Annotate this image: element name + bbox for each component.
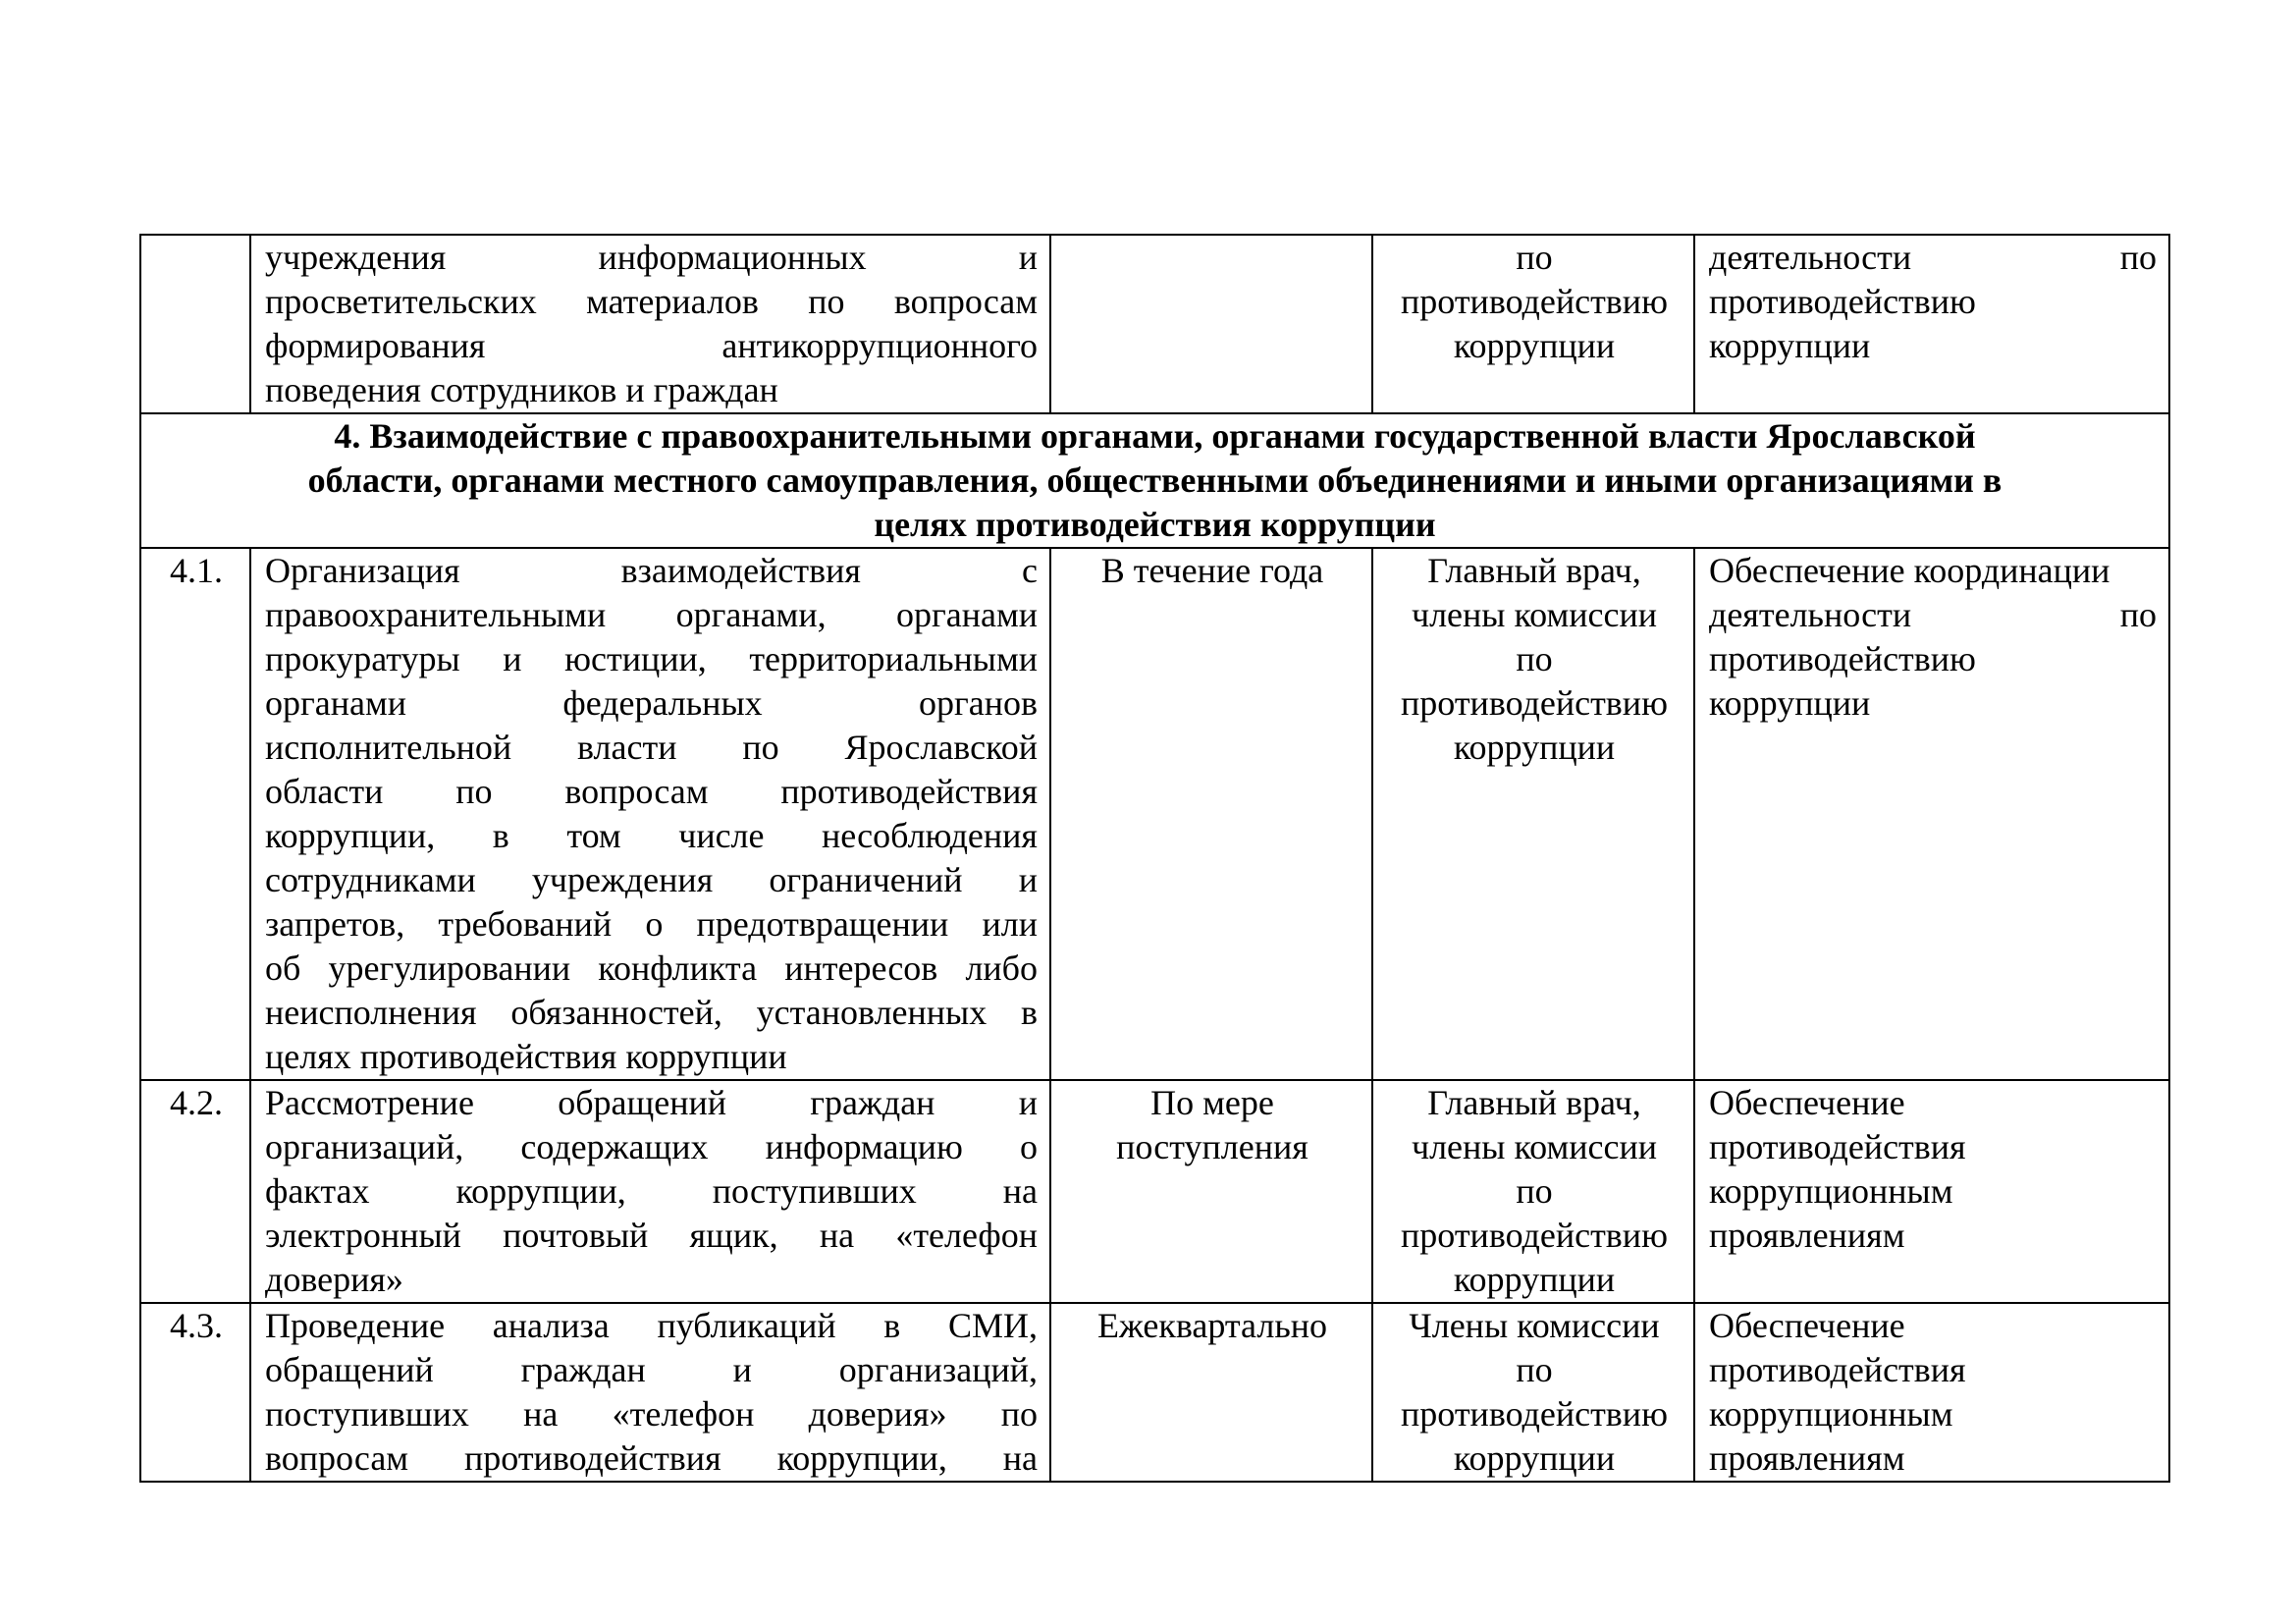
term-cell: В течение года — [1050, 548, 1372, 1080]
responsible-line: Главный врач, — [1427, 1083, 1641, 1122]
result-line: коррупции — [1709, 326, 1871, 365]
action-line: обращений граждан и организаций, — [265, 1350, 1038, 1389]
responsible-line: Члены комиссии — [1409, 1306, 1660, 1345]
responsible-line: по — [1516, 639, 1553, 678]
result-line: коррупционным — [1709, 1171, 1953, 1211]
action-line: формирования антикоррупционного — [265, 326, 1038, 365]
result-line: коррупции — [1709, 683, 1871, 723]
responsible-line: по — [1516, 1350, 1553, 1389]
result-line: противодействию — [1709, 282, 1976, 321]
action-line: сотрудниками учреждения ограничений и — [265, 860, 1038, 899]
responsible-line: противодействию — [1401, 1216, 1668, 1255]
result-line: противодействия — [1709, 1127, 1966, 1166]
action-line: запретов, требований о предотвращении или — [265, 904, 1038, 944]
section-heading-line: целях противодействия коррупции — [874, 505, 1436, 544]
responsible-line: Главный врач, — [1427, 551, 1641, 590]
action-line: коррупции, в том числе несоблюдения — [265, 816, 1038, 855]
result-line: деятельности по — [1709, 238, 2157, 277]
result-cell — [1694, 235, 2169, 413]
action-line: организаций, содержащих информацию о — [265, 1127, 1038, 1166]
responsible-line: коррупции — [1453, 1438, 1616, 1478]
term-cell — [1050, 235, 1372, 413]
row-number-cell: 4.3. — [140, 1303, 250, 1482]
action-line: неисполнения обязанностей, установленных в — [265, 993, 1038, 1032]
action-cell — [250, 235, 1050, 413]
result-line: Обеспечение — [1709, 1083, 1905, 1122]
action-line: прокуратуры и юстиции, территориальными — [265, 639, 1038, 678]
action-line: области по вопросам противодействия — [265, 772, 1038, 811]
row-number-cell — [140, 235, 250, 413]
result-line: проявлениям — [1709, 1438, 1905, 1478]
action-line: учреждения информационных и — [265, 238, 1038, 277]
result-line: деятельности по — [1709, 595, 2157, 634]
result-line: проявлениям — [1709, 1216, 1905, 1255]
action-line: исполнительной власти по Ярославской — [265, 728, 1038, 767]
action-line: поведения сотрудников и граждан — [265, 370, 778, 409]
term-cell: Ежеквартально — [1050, 1303, 1372, 1482]
result-cell — [1694, 1080, 2169, 1303]
responsible-line: противодействию — [1401, 683, 1668, 723]
section-heading-line: 4. Взаимодействие с правоохранительными органами, органами государственной власти Ярославской — [334, 416, 1976, 456]
row-number-cell: 4.1. — [140, 548, 250, 1080]
responsible-line: противодействию — [1401, 1394, 1668, 1434]
action-line: поступивших на «телефон доверия» по — [265, 1394, 1038, 1434]
action-line: органами федеральных органов — [265, 683, 1038, 723]
responsible-line: члены комиссии — [1411, 1127, 1657, 1166]
result-cell — [1694, 548, 2169, 1080]
result-line: Обеспечение координации — [1709, 551, 2110, 590]
term-cell — [1050, 1080, 1372, 1303]
action-line: фактах коррупции, поступивших на — [265, 1171, 1038, 1211]
table-row — [140, 1080, 2169, 1303]
table-row — [140, 548, 2169, 1080]
responsible-line: коррупции — [1453, 1260, 1616, 1299]
responsible-line: по — [1516, 238, 1553, 277]
responsible-line: по — [1516, 1171, 1553, 1211]
action-line: просветительских материалов по вопросам — [265, 282, 1038, 321]
responsible-cell — [1372, 1080, 1694, 1303]
result-line: противодействия — [1709, 1350, 1966, 1389]
action-line: Организация взаимодействия с — [265, 551, 1038, 590]
action-line: доверия» — [265, 1260, 403, 1299]
result-line: противодействию — [1709, 639, 1976, 678]
action-line: вопросам противодействия коррупции, на — [265, 1438, 1038, 1478]
result-line: Обеспечение — [1709, 1306, 1905, 1345]
action-line: Рассмотрение обращений граждан и — [265, 1083, 1038, 1122]
section-heading — [140, 413, 2169, 548]
term-line: По мере — [1150, 1083, 1274, 1122]
responsible-cell — [1372, 1303, 1694, 1482]
responsible-cell — [1372, 548, 1694, 1080]
action-line: об урегулировании конфликта интересов либо — [265, 948, 1038, 988]
result-line: коррупционным — [1709, 1394, 1953, 1434]
action-line: электронный почтовый ящик, на «телефон — [265, 1216, 1038, 1255]
term-line: поступления — [1116, 1127, 1308, 1166]
result-cell — [1694, 1303, 2169, 1482]
action-line: Проведение анализа публикаций в СМИ, — [265, 1306, 1038, 1345]
action-cell — [250, 1080, 1050, 1303]
action-cell — [250, 548, 1050, 1080]
section-heading-line: области, органами местного самоуправления, общественными объединениями и иными организациями в — [307, 460, 2002, 500]
row-number-cell: 4.2. — [140, 1080, 250, 1303]
table-row — [140, 235, 2169, 413]
responsible-line: коррупции — [1453, 326, 1616, 365]
responsible-line: члены комиссии — [1411, 595, 1657, 634]
action-line: правоохранительными органами, органами — [265, 595, 1038, 634]
responsible-line: противодействию — [1401, 282, 1668, 321]
action-line: целях противодействия коррупции — [265, 1037, 787, 1076]
responsible-line: коррупции — [1453, 728, 1616, 767]
table-row — [140, 1303, 2169, 1482]
anticorruption-plan-table — [139, 234, 2170, 1483]
action-cell — [250, 1303, 1050, 1482]
section-heading-row — [140, 413, 2169, 548]
responsible-cell — [1372, 235, 1694, 413]
